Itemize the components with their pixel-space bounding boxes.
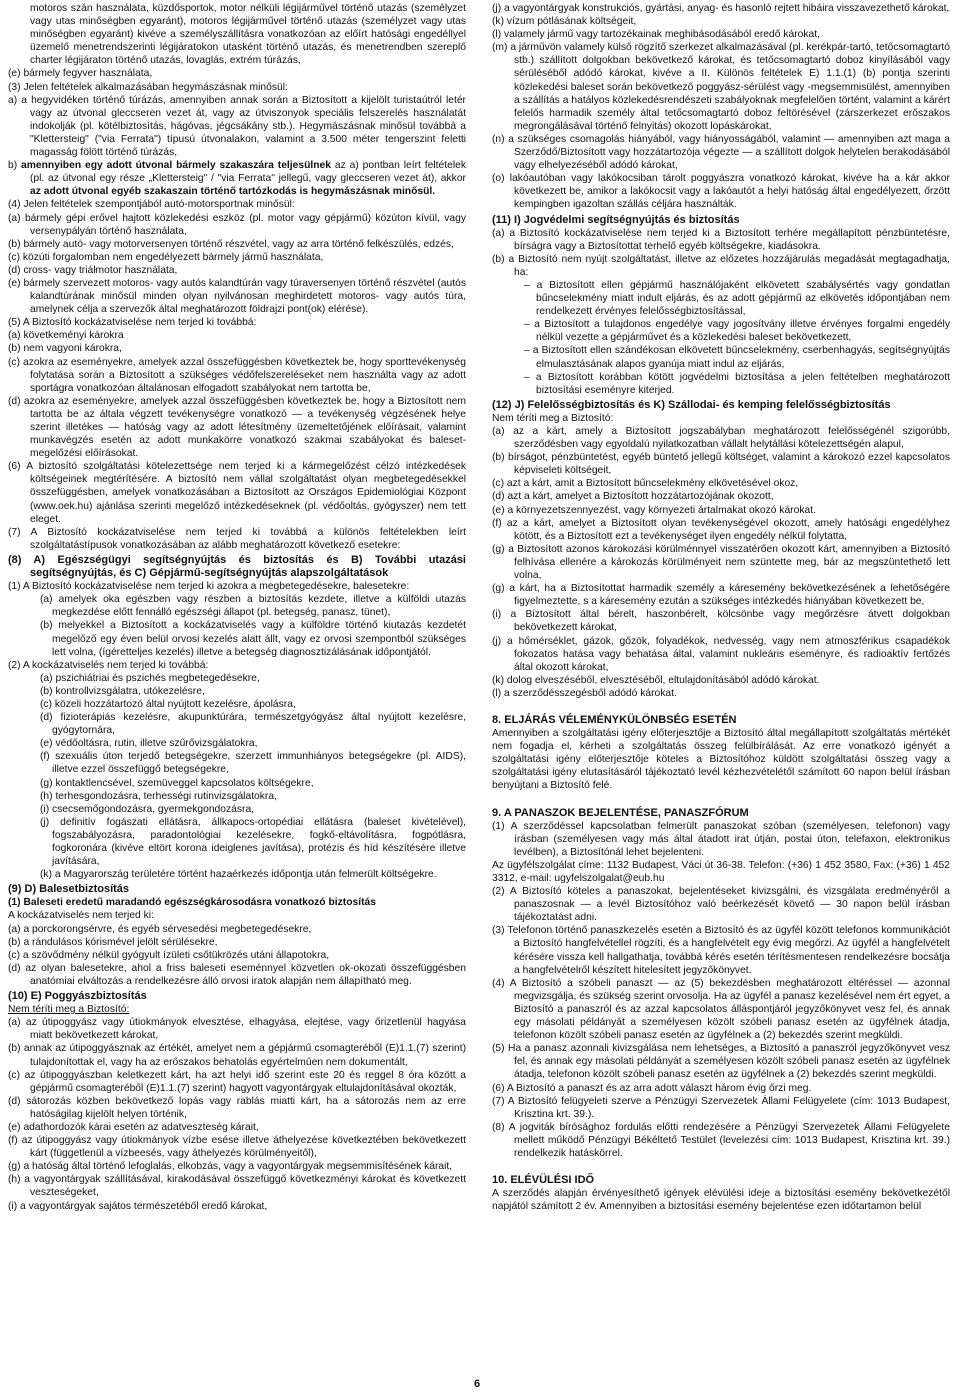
paragraph: (c) közúti forgalomban nem engedélyezett bármely jármű használata,	[8, 251, 324, 263]
paragraph: (2) A Biztosító köteles a panaszokat, bejelentéseket kivizsgálni, és vizsgálata eredményéről a panaszosnak — a levél Biztosítóhoz való beérkezését követő — 30 napon belül írásban tájékoztatást adni.	[492, 886, 950, 924]
section-title: 10. ELÉVÜLÉSI IDŐ	[492, 1174, 595, 1187]
paragraph: (6) A Biztosító a panaszt és az arra adott választ három évig őrzi meg.	[492, 1082, 812, 1094]
paragraph: (i) a Biztosított által bérelt, haszonbérelt, kölcsönbe vagy megőrzésre átvett dolgokban bekövetkezett károkat,	[492, 609, 950, 634]
paragraph: (g) a Biztosított azonos károkozási körülménnyel visszatérően okozott kárt, amennyiben a Biztosító felhívása ellenére a károkozás körülményeit nem szüntette meg, bár az megszüntethető lett volna,	[492, 543, 950, 582]
paragraph	[8, 159, 466, 198]
paragraph: (c) azt a kárt, amit a Biztosított bűncselekmény elkövetésével okoz,	[492, 478, 799, 490]
paragraph: (a) követkeményi károkra	[8, 330, 124, 342]
list-item: – a Biztosított korábban kötött jogvédelmi biztosítása a jelen feltételben meghatározott biztosítási eseményre kiterjed.	[524, 371, 950, 396]
paragraph: (c) a szövődmény nélkül gyógyult ízületi csőtükrözés utáni állapotokra,	[8, 949, 330, 961]
paragraph: (b) nem vagyoni károkra,	[8, 343, 122, 355]
paragraph: (k) vízum pótlásának költségeit,	[492, 16, 637, 28]
section-heading: (12) J) Felelősségbiztosítás és K) Szállodai- és kemping felelősségbiztosítás	[492, 398, 891, 411]
paragraph: (8) A jogviták bírósághoz fordulás előtti rendezésére a Pénzügyi Szervezetek Állami Felügyelete mellett működő Pénzügyi Békéltető Testület (levelezési cím: 1013 Budapest, Krisztina krt. 39.) rendelkezik hatáskörrel.	[492, 1121, 950, 1159]
paragraph: (1) A Biztosító kockázatviselése nem terjed ki azokra a megbetegedésekre, balesetekre:	[8, 581, 410, 593]
paragraph: (k) a Magyarország területére történt hazaérkezés időpontja után felmerült költségekre.	[40, 869, 437, 881]
paragraph: (b) a rándulásos kórismével jelölt sérülésekre,	[8, 936, 218, 948]
paragraph: (d) azt a kárt, amelyet a Biztosított hozzátartozójának okozott,	[492, 491, 774, 503]
paragraph: (c) az útipoggyászban keletkezett kárt, ha azt helyi idő szerint este 20 és reggel 8 óra között a gépjármű csomagteréből (E)1.1.(7) szerint) hagyott vagyontárgyak eltulajdonításával okozták,	[8, 1069, 466, 1094]
text-run: b)	[8, 160, 22, 172]
list-item: – a Biztosított ellen gépjármű használójaként elkövetett szabálysértés vagy gondatlan bűncselekmény miatt indult eljárás, és az adott gépjármű az elkövetés időpontjában nem rendelkezett érvényes felelősségbiztosítással,	[524, 279, 950, 318]
subsection-heading: (1) Baleseti eredetű maradandó egészségkárosodásra vonatkozó biztosítás	[8, 897, 376, 909]
paragraph: (g) kontaktlencsével, szemüveggel kapcsolatos költségekre,	[40, 777, 314, 789]
paragraph: (g) a hatóság által történő lefoglalás, elkobzás, vagy a vagyontárgyak megsemmisítésének kárait,	[8, 1161, 453, 1173]
paragraph: (3) Telefonon történő panaszkezelés esetén a Biztosító és az ügyfél között telefonos kommunikációt a Biztosító hangfelvétellel rögzíti, és a hangfelvételt egy évig megőrzi. Az ügyfél a hangfelvételt kérésére vissza kell hallgathatja, továbbá kérés esetén térítésmentesen rendelkezésre bocsátja a hangfelvételről készített hitelesített jegyzőkönyvet.	[492, 925, 950, 976]
paragraph: (3) Jelen feltételek alkalmazásában hegymászásnak minősül:	[8, 81, 288, 93]
paragraph: (l) valamely jármű vagy tartozékainak meghibásodásából eredő károkat,	[492, 29, 820, 41]
paragraph: (h) a vagyontárgyak szállításával, kirakodásával összefüggő következményi károkat és következett veszteségeket,	[8, 1174, 466, 1199]
paragraph: (c) azokra az eseményekre, amelyek azzal összefüggésben következtek be, hogy sporttevékenység folytatása során a Biztosított a szükséges védőfelszereléseket nem használta vagy az adott sportágra vonatkozóan általánosan elfogadott szabályokat nem tartotta be,	[8, 356, 466, 394]
paragraph: (d) fizioterápiás kezelésre, akupunktúrára, természetgyógyász által nyújtott kezelésre, gyógytornára,	[40, 712, 466, 737]
paragraph: (4) Jelen feltételek szempontjából autó-motorsportnak minősül:	[8, 199, 295, 211]
paragraph: (n) a szükséges csomagolás hiányából, vagy hiányosságából, valamint — amennyiben azt maga a Szerződő/Biztosított vagy hozzátartozója végezte — a szállított dolgok helytelen berakodásából vagy elhelyezéséből adódó károkat,	[492, 133, 950, 172]
paragraph: Az ügyfélszolgálat címe: 1132 Budapest, Váci út 36-38. Telefon: (+36) 1 452 3580, Fax: (+36) 1 452 3312, e-mail: ugyfelszolgalat@eub.hu	[492, 859, 950, 884]
paragraph: (d) sátorozás közben bekövetkező lopás vagy rablás miatti kárt, ha a sátorozás nem az erre hatóságilag kijelölt helyen történik,	[8, 1095, 466, 1120]
paragraph: (a) az a kárt, amely a Biztosított jogszabályban meghatározott felelősségénél szigorúbb, szerződésben vagy egyoldalú nyilatkozatban vállalt helytállási kötelezettségén alapul,	[492, 426, 950, 451]
paragraph: (f) az útipoggyász vagy útiokmányok vízbe esése illetve áthelyezése következtében bekövetkezett kárt (függetlenül a vízbeesés, vagy áthelyezés körülményeitől),	[8, 1135, 466, 1160]
paragraph: (g) a kárt, ha a Biztosítottat harmadik személy a káresemény bekövetkezésének a lehetőségére figyelmeztette, s a káresemény ezután a szükséges intézkedés hiányában következett be,	[492, 583, 950, 608]
list-item: – a Biztosított ellen szándékosan elkövetett bűncselekmény, cserbenhagyás, segítségnyújtás elmulasztásának alapos gyanúja miatt indul az eljárás,	[524, 345, 950, 370]
paragraph: (f) az a kárt, amelyet a Biztosított olyan tevékenységével okozott, amely hatósági engedélyhez kötött, és a Biztosított ezt a tevékenységet ilyen engedély nélkül folytatta,	[492, 517, 950, 542]
paragraph: (a) amelyek oka egészben vagy részben a biztosítás kezdete, illetve a külföldi utazás megkezdése előtt fennálló egészségi állapot (pl. betegség, panasz, tünet),	[40, 594, 466, 619]
paragraph: (d) az olyan balesetekre, ahol a friss baleseti eseménnyel közvetlen ok-okozati összefüggésben anatómiai elváltozás a rendelkezésre álló orvosi iratok alapján nem állapítható meg.	[8, 962, 466, 987]
paragraph: (c) közeli hozzátartozó által nyújtott kezelésre, ápolásra,	[40, 698, 296, 710]
paragraph: (b) bármely autó- vagy motorversenyen történő részvétel, vagy az arra történő felkészülés, edzés,	[8, 238, 454, 250]
paragraph: Nem téríti meg a Biztosító:	[492, 412, 614, 424]
paragraph: (5) Ha a panasz azonnali kivizsgálása nem lehetséges, a Biztosító a panaszról jegyzőkönyvet vesz fel, és annak egy másolati példányát a személyesen közölt szóbeli panasz esetén az ügyfélnek átadja, telefonon közölt szóbeli panasz esetén az ügyfélnek a (2) bekezdés szerint megküldi.	[492, 1043, 950, 1081]
paragraph: (b) bírságot, pénzbüntetést, egyéb büntető jellegű költséget, valamint a károkozó ezzel kapcsolatos képviseleti költségeit,	[492, 452, 950, 477]
paragraph: (4) A Biztosító a szóbeli panaszt — az (5) bekezdésben meghatározott eltéréssel — azonnal megvizsgálja, és szükség szerint orvosolja. Ha az ügyfél a panasz kezelésével nem ért egyet, a Biztosító a panaszról és az azzal kapcsolatos álláspontjáról jegyzőkönyvet vesz fel, és annak egy másolati példányát a személyesen közölt szóbeli panasz esetén az ügyfélnek átadja, telefonon közölt szóbeli panasz esetén az ügyfélnek a (2) bekezdés szerint megküldi.	[492, 977, 950, 1042]
paragraph: (a) a porckorongsérvre, és egyéb sérvesedési megbetegedésekre,	[8, 923, 312, 935]
paragraph: (a) pszichiátriai és pszichés megbetegedésekre,	[40, 672, 260, 684]
paragraph: (5) A Biztosító kockázatviselése nem terjed ki továbbá:	[8, 317, 257, 329]
section-heading: (10) E) Poggyászbiztosítás	[8, 990, 147, 1003]
section-title: 9. A PANASZOK BEJELENTÉSE, PANASZFÓRUM	[492, 806, 749, 819]
paragraph: Amennyiben a szolgáltatási igény előterjesztője a Biztosító által megállapított szolgáltatás mértékét nem fogadja el, kérheti a szolgáltatás összeg felülbírálását. Az erre vonatkozó igényét a szolgáltatási igény előterjesztője köteles a Biztosítóhoz küldött szolgáltatási összeg vagy a szolgáltatási igény elutasításáról tájékoztató levél kézhezvételétől számított 60 napon belül írásban benyújtani a Biztosító felé.	[492, 728, 950, 792]
section-heading: (9) D) Balesetbiztosítás	[8, 883, 130, 896]
paragraph: (7) A Biztosító felügyeleti szerve a Pénzügyi Szervezetek Állami Felügyelete (cím: 1013 Budapest, Krisztina krt. 39.).	[492, 1095, 950, 1120]
paragraph: (2) A kockázatviselés nem terjed ki továbbá:	[8, 659, 209, 671]
paragraph: motoros szán használata, küzdősportok, motor nélküli légijárművel történő utazás (személyzet vagy utas minőségben egyaránt), motoros légijárművel történő utazás (személyzet vagy utas minőségben egyaránt) kivéve a személyszállításra vonatkozóan az előírt hatósági engedéllyel üzemelő menetrendszerinti légijáratokon utasként történő utazás, és menetrendben szereplő charter légijáraton történő utazás, lovaglás, extrém túrázás,	[30, 3, 466, 67]
paragraph: (e) védőoltásra, rutin, illetve szűrővizsgálatokra,	[40, 738, 258, 750]
paragraph: (f) szexuális úton terjedő betegségekre, szerzett immunhiányos betegségekre (pl. AIDS), illetve ezzel összefüggő betegségekre,	[40, 751, 466, 776]
section-heading: (11) I) Jogvédelmi segítségnyújtás és biztosítás	[492, 213, 740, 226]
paragraph: (l) a szerződésszegésből adódó károkat.	[492, 687, 677, 699]
bold-text: amennyiben egy adott útvonal bármely szakaszára teljesülnek	[21, 160, 331, 172]
right-column	[492, 2, 950, 1213]
paragraph: (e) bármely szervezett motoros- vagy autós kalandtúrán vagy túraversenyen történő részvétel (autós kalandtúrának minősül minden olyan nyilvánosan meghirdetett motoros- vagy autós túra, amelynek célja a szervezők által meghatározott földrajzi pont(ok) elérése).	[8, 277, 466, 316]
paragraph: (b) melyekkel a Biztosított a kockázatviselés vagy a külföldre történő kiutazás kezdetét megelőző egy éven belül orvosi kezelés alatt állt, vagy ez orvosi szempontból szükséges lett volna, (ígéretteljes kezelés) illetve a betegség diagnosztizálásának időpontjától.	[40, 620, 466, 658]
paragraph: (e) adathordozók kárai esetén az adatveszteség kárait,	[8, 1121, 259, 1133]
paragraph: (j) definitív fogászati ellátásra, állkapocs-ortopédiai ellátásra (baleset kivételével), fogszabályozásra, paradontológiai kezelésekre, fogkő-eltávolításra, fogpótlásra, fogkoronára (kivéve eltört korona ideiglenes javítása), protézis és híd készítésére illetve javítására,	[40, 816, 466, 868]
paragraph: (d) cross- vagy triálmotor használata,	[8, 264, 178, 276]
paragraph: A kockázatviselés nem terjed ki:	[8, 910, 154, 922]
text-run: az a) pontban leírt feltételek (pl. az útvonal egy része „Klettersteig" / "via Ferrata" jellegű, vagy gleccseren vezet át), akkor	[30, 160, 466, 185]
left-column	[8, 2, 466, 1213]
bold-text: az adott útvonal egyéb szakaszain történő tartózkodás is hegymászásnak minősül.	[30, 186, 436, 198]
paragraph: (b) annak az útipoggyásznak az értékét, amelyet nem a gépjármű csomagteréből (E)1.1.(7) szerint) tulajdonítottak el, vagy ha az erőszakos behatolás egyértelműen nem dokumentált,	[8, 1043, 466, 1068]
paragraph: (h) terhesgondozásra, terhességi rutinvizsgálatokra,	[40, 790, 277, 802]
paragraph: (a) az útipoggyász vagy útiokmányok elvesztése, elhagyása, elejtése, vagy őrizetlenül hagyása miatt bekövetkezett károkat,	[8, 1017, 466, 1042]
paragraph: (o) lakóautóban vagy lakókocsiban tárolt poggyászra vonatkozó károkat, kivéve ha a kár akkor következett be, amikor a lakókocsit vagy a lakóautót a helyi hatóság által engedélyezett, őrzött kempingben igazoltan szállás céljára használták.	[492, 173, 950, 211]
paragraph: (b) kontrollvizsgálatra, utókezelésre,	[40, 685, 205, 697]
paragraph: Nem téríti meg a Biztosító:	[8, 1004, 130, 1016]
page-number: 6	[474, 1378, 481, 1390]
paragraph: (j) a vagyontárgyak konstrukciós, gyártási, anyag- és hasonló rejtett hibáira visszavezethető károkat,	[492, 3, 950, 14]
paragraph: (1) A szerződéssel kapcsolatban felmerült panaszokat szóban (személyesen, telefonon) vagy írásban (személyesen vagy más által átadott irat útján, postai úton, telefaxon, elektronikus levélben), a Biztosítónál lehet bejelenteni.	[492, 820, 950, 858]
paragraph: (7) A Biztosító kockázatviselése nem terjed ki továbbá a különös feltételekben leírt szolgáltatástípusok vonatkozásában az alább meghatározott következő esetekre:	[8, 526, 466, 551]
paragraph: a) a hegyvidéken történő túrázás, amennyiben annak során a Biztosított a kijelölt turistaútról letér vagy az útvonal gleccseren vezet át, vagy az útviszonyok speciális felszerelés használatát indokolják (pl. kötélbiztosítás, hágóvas, jégcsákány stb.). Hegymászásnak minősül továbbá a "Klettersteig" ("via Ferrata") típusú útvonalakon, valamint a 3.500 méter tengerszint feletti magasság fölött történő túrázás,	[8, 94, 466, 159]
paragraph: (a) bármely gépi erővel hajtott közlekedési eszköz (pl. motor vagy gépjármű) közúton kívül, vagy versenypályán történő használata,	[8, 212, 466, 237]
paragraph: (j) a hőmérséklet, gázok, gőzök, folyadékok, nedvesség, vagy nem atmoszférikus csapadékok fokozatos hatása vagy behatása által, valamint nukleáris eseményre, és radioaktív fertőzés által okozott károkat,	[492, 635, 950, 673]
paragraph: (a) a Biztosító kockázatviselése nem terjed ki a Biztosított terhére megállapított pénzbüntetésre, bírságra vagy a Biztosítottat terhelő egyéb költségekre, kiadásokra.	[492, 227, 950, 252]
section-title: 8. ELJÁRÁS VÉLEMÉNYKÜLÖNBSÉG ESETÉN	[492, 713, 737, 726]
paragraph: A szerződés alapján érvényesíthető igények elévülési ideje a biztosítási esemény bekövetkezétől napjától számított 2 év. Amennyiben a biztosítási esemény bejelentése ezen időtartamon belül	[492, 1188, 950, 1213]
paragraph: (m) a járművön valamely külső rögzítő szerkezet alkalmazásával (pl. kerékpár-tartó, tetőcsomagtartó stb.) szállított dolgokban bekövetkező károkat, és tetőcsomagtartó doboz kinyílásából vagy sérüléséből adódó károkat, kivéve a II. Különös feltételek E) 1.1.(1) (b) pontja szerinti közlekedési baleset során bekövetkező poggyász-sérülést vagy -megsemmisülést, amennyiben a szállítás a hatályos közlekedésrendészeti szabályoknak megfelelően történt, valamint a kárért felelős harmadik személy által tetőcsomagtartó doboz feltörésével (zárszerkezet erőszakos megrongálásával történő felnyitás) okozott lopáskárokat,	[492, 42, 950, 132]
paragraph: (e) a környezetszennyezést, vagy környezeti ártalmakat okozó károkat.	[492, 504, 816, 516]
paragraph: (d) azokra az eseményekre, amelyek azzal összefüggésben következtek be, hogy a Biztosított nem tartotta be az általa végzett tevékenységre vonatkozó — a tevékenység végzésének helye szerint illetékes — hatóság vagy az adott létesítmény üzemeltetőjének előírásait, valamint munkavégzés esetén az adott munkakörre vonatkozó szakmai szabályokat és baleset-megelőzési előírásokat.	[8, 395, 466, 460]
paragraph: (6) A biztosító szolgáltatási kötelezettsége nem terjed ki a kármegelőzést célzó intézkedések költségeinek megtérítésére. A biztosító nem vállal szolgáltatást olyan megbetegedésekkel összefüggésben, amelyek vonatkozásában a Biztosított az Országos Epidemiológiai Központ (www.oek.hu) ajánlása szerinti megelőző intézkedéseknek (pl. védőoltás, gyógyszer) nem tett eleget.	[8, 461, 466, 525]
paragraph: (b) a Biztosító nem nyújt szolgáltatást, illetve az előzetes hozzájárulás megadását megtagadhatja, ha:	[492, 253, 950, 278]
list-item: – a Biztosított a tulajdonos engedélye vagy jogosítvány illetve érvényes forgalmi engedély nélkül vezette a gépjárművet és a közlekedési baleset bekövetkezett,	[524, 319, 950, 344]
section-heading: (8) A) Egészségügyi segítségnyújtás és biztosítás és B) További utazási segítségnyújtás, és C) Gépjármű-segítségnyújtás alapszolgáltatások	[8, 553, 466, 580]
paragraph: (i) a vagyontárgyak sajátos természetéből eredő károkat,	[8, 1200, 268, 1212]
paragraph: (i) csecsemőgondozásra, gyermekgondozásra,	[40, 803, 255, 815]
paragraph: (e) bármely fegyver használata,	[8, 68, 153, 80]
paragraph: (k) dolog elveszéséből, elvesztéséből, eltulajdonításából adódó károkat.	[492, 674, 820, 686]
